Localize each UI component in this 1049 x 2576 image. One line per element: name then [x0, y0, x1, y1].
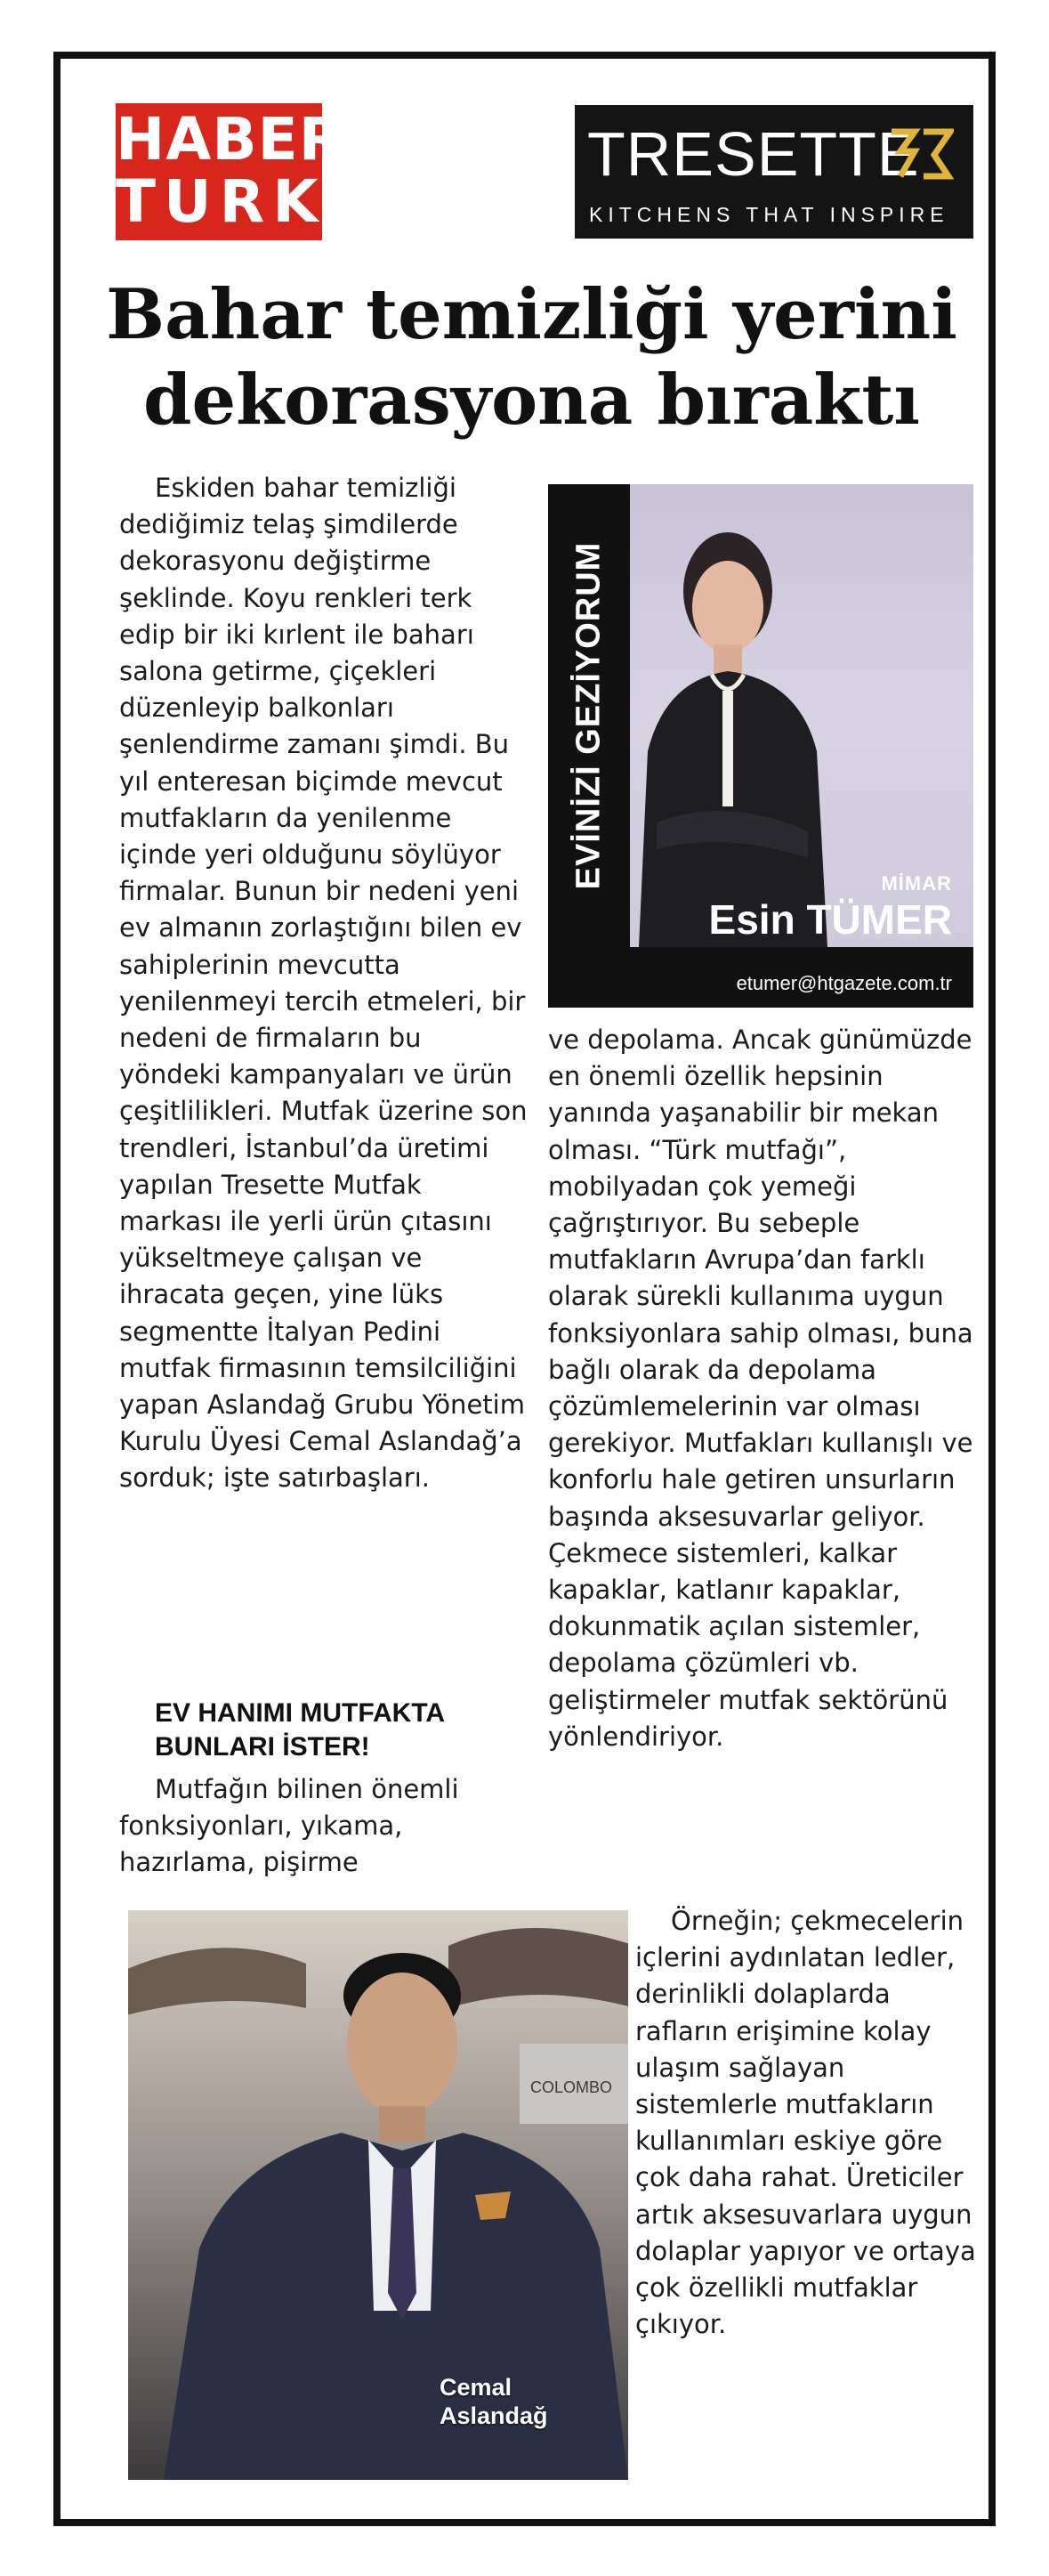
article-paragraph-storage: ve depolama. Ancak günümüzde en önemli özellik hepsinin yanında yaşanabilir bir mekan olması. “Türk mutfağı”, mobilyadan çok yemeği çağrıştırıyor. Bu sebeple mutfakların Avrupa’dan farklı olarak sürekli kullanıma uygun fonksiyonlara sahip olması, buna bağlı olarak da depolama çözümlemelerinin var olması gerekiyor. Mutfakları kullanışlı ve konforlu hale getiren unsurların başında aksesuvarlar geliyor. Çekmece sistemleri, kalkar kapaklar, katlanır kapaklar, dokunmatik açılan sistemler, depolama çözümleri vb. geliştirmeler mutfak sektörünü yönlendiriyor. [548, 1025, 973, 1752]
article-headline [87, 272, 976, 443]
article-paragraph-example: Örneğin; çekmecelerin içlerini aydınlatan ledler, derinlikli dolaplarda rafların erişimine kolay ulaşım sağlayan sistemlerle mutfakların kullanımları eskiye göre çok daha rahat. Üreticiler artık aksesuvarlara uygun dolaplar yapıyor ve ortaya çok özellikli mutfaklar çıkıyor. [635, 1906, 976, 2340]
tresette-logo [575, 105, 973, 239]
logo-line-1: HABER [116, 105, 345, 174]
columnist-email: etumer@htgazete.com.tr [736, 972, 952, 994]
columnist-name: Esin TÜMER [708, 896, 952, 943]
article-column-right-2 [635, 1903, 984, 2343]
caption-line-1: Cemal [440, 2374, 512, 2401]
columnist-role: MİMAR [881, 872, 952, 895]
article-paragraph-intro: Eskiden bahar temizliği dediğimiz telaş şimdilerde dekorasyonu değiştirme şeklinde. Koyu renkleri terk edip bir iki kırlent ile baharı salona getirme, çiçekleri düzenleyip balkonları şenlendirme zamanı şimdi. Bu yıl enteresan biçimde mevcut mutfakların da yenilenme içinde yeri olduğunu söylüyor firmalar. Bunun bir nedeni yeni ev almanın zorlaştığını bilen ev sahiplerinin mevcutta yenilenmeyi tercih etmeleri, bir nedeni de firmaların bu yöndeki kampanyaları ve ürün çeşitlilikleri. Mutfak üzerine son trendleri, İstanbul’da üretimi yapılan Tresette Mutfak markası ile yerli ürün çıtasını yükseltmeye çalışan ve ihracata geçen, yine lüks segmentte İtalyan Pedini mutfak firmasının temsilciliğini yapan Aslandağ Grubu Yönetim Kurulu Üyesi Cemal Aslandağ’a sorduk; işte satırbaşları. [119, 473, 528, 1494]
column-title: EVİNİZİ GEZİYORUM [569, 541, 608, 890]
columnist-box [548, 484, 973, 1008]
caption-line-2: Aslandağ [440, 2402, 548, 2429]
tresette-brand: TRESETTE [587, 119, 920, 189]
headline-line-1: Bahar temizliği yerini [106, 274, 957, 355]
tresette-mark-icon [888, 125, 954, 183]
cemal-aslandag-photo [128, 1910, 628, 2480]
article-frame [53, 52, 996, 2526]
logo-line-2: TURK [116, 167, 327, 236]
article-paragraph-functions: Mutfağın bilinen önemli fonksiyonları, yıkama, hazırlama, pişirme [119, 1774, 459, 1878]
article-subhead: EV HANIMI MUTFAKTA BUNLARI İSTER! [155, 1698, 444, 1762]
article-column-right [548, 1022, 984, 1755]
haberturk-logo [116, 103, 345, 240]
cemal-portrait-illustration [128, 1910, 628, 2480]
headline-line-2: dekorasyona bıraktı [142, 360, 921, 441]
photo-caption [440, 2373, 548, 2430]
article-column-left [119, 470, 530, 1497]
tresette-tagline: KITCHENS THAT INSPIRE [589, 203, 949, 226]
colombo-sign: COLOMBO [530, 2078, 613, 2096]
